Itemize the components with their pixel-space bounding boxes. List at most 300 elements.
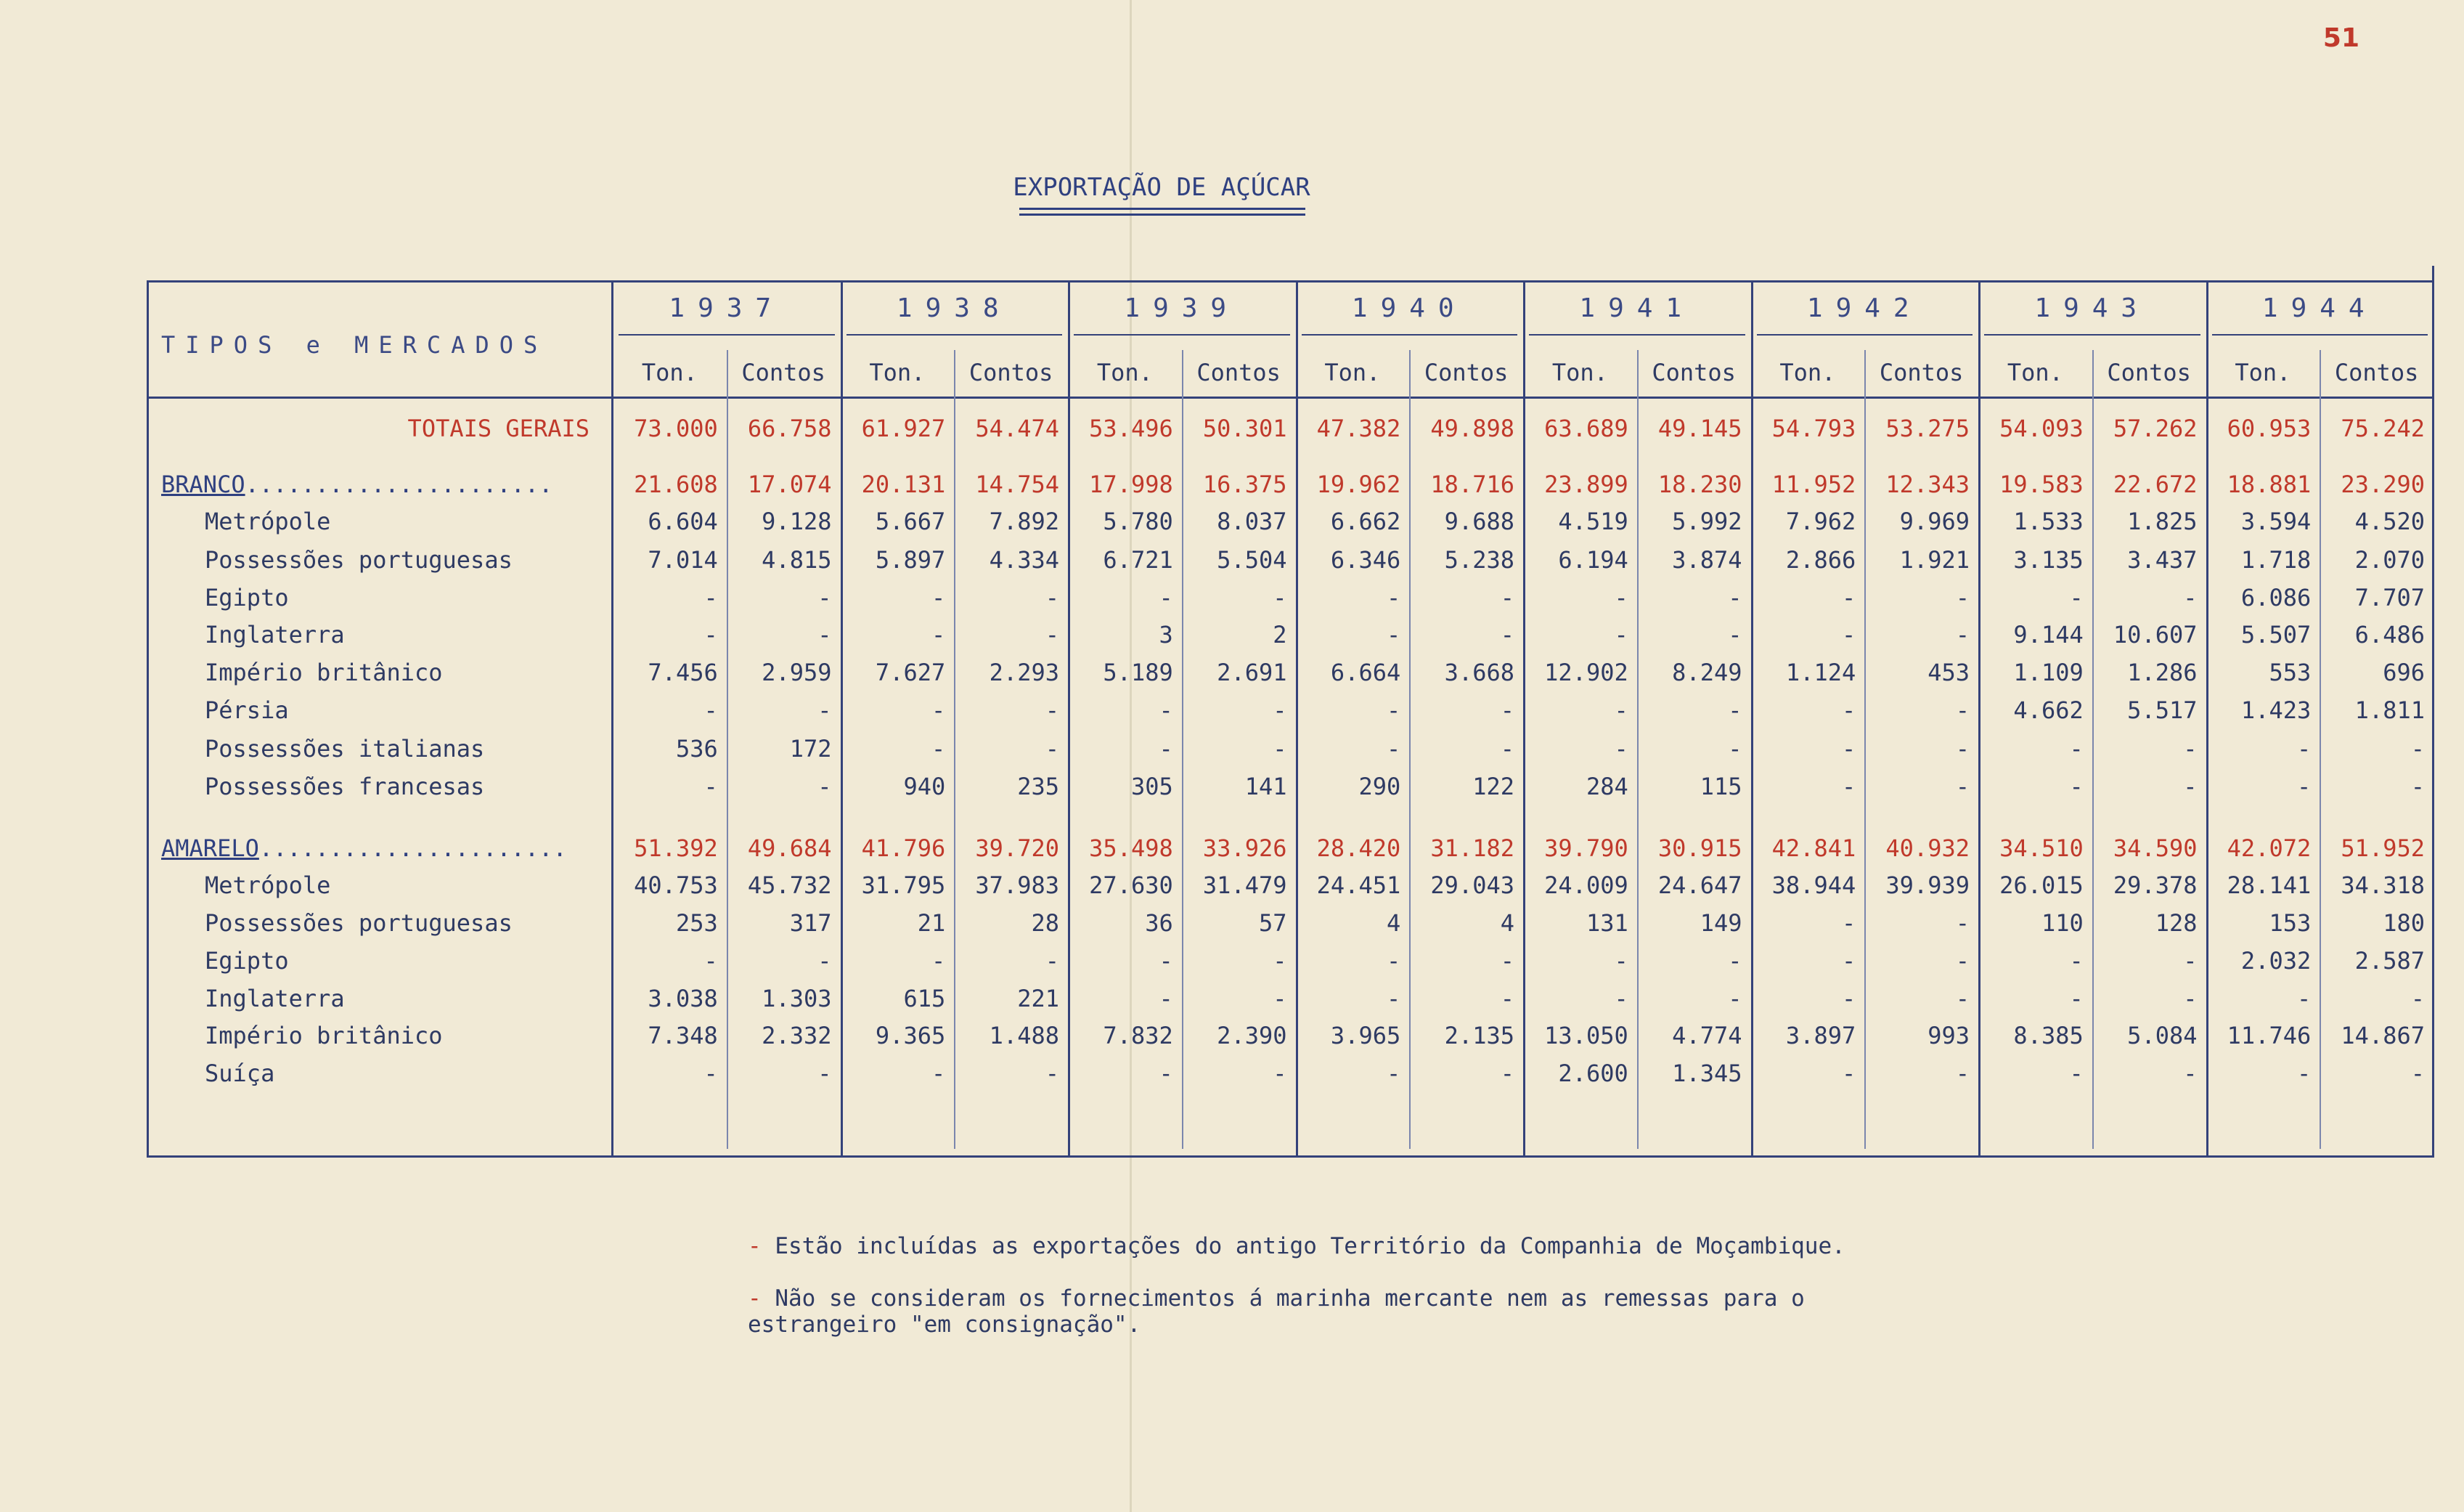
row-label-market: Império britânico (205, 1022, 443, 1049)
contos-value: - (1500, 696, 1514, 724)
contos-value: - (1273, 947, 1287, 975)
year-header-rule (847, 334, 1063, 336)
ton-value: - (1841, 909, 1856, 937)
contos-value: 1.825 (2127, 508, 2198, 535)
ton-value: - (1841, 947, 1856, 975)
contos-value: 1.345 (1672, 1060, 1742, 1087)
ton-value: 553 (2269, 659, 2312, 686)
sugar-export-table (147, 280, 2434, 1159)
ton-value: - (1841, 696, 1856, 724)
ton-value: 2.032 (2240, 947, 2312, 975)
ton-value: 3.965 (1330, 1022, 1401, 1049)
ton-value: - (1386, 947, 1401, 975)
contos-value: 1.488 (989, 1022, 1059, 1049)
contos-value: - (1500, 947, 1514, 975)
ton-value: 3.038 (648, 985, 718, 1012)
ton-value: 8.385 (2013, 1022, 2084, 1049)
ton-value: 12.902 (1544, 659, 1628, 686)
ton-value: 7.348 (648, 1022, 718, 1049)
sub-column-rule (1637, 350, 1639, 1149)
dot-leader: ...................... (258, 834, 567, 862)
page-number: 51 (2322, 23, 2359, 53)
title-double-underline (1019, 214, 1305, 216)
title-underline (1019, 208, 1305, 210)
ton-value: - (1841, 584, 1856, 611)
sub-column-rule (1409, 350, 1411, 1149)
ton-value: 2.866 (1785, 546, 1856, 574)
ton-value: 20.131 (861, 471, 946, 498)
contos-value: 141 (1244, 773, 1287, 800)
ton-value: 21.608 (634, 471, 718, 498)
contos-value: - (2183, 985, 2198, 1012)
contos-value: - (1045, 735, 1059, 763)
ton-value: - (1386, 621, 1401, 649)
contos-value: - (1500, 584, 1514, 611)
contos-value: 37.983 (975, 871, 1059, 899)
ton-value: 24.009 (1544, 871, 1628, 899)
year-header: 1943 (2034, 293, 2150, 323)
contos-value: 4.334 (989, 546, 1059, 574)
contos-value: 993 (1927, 1022, 1970, 1049)
contos-value: 54.474 (975, 415, 1059, 442)
section-name: AMARELO (161, 834, 259, 862)
contos-value: - (1500, 621, 1514, 649)
ton-value: 615 (903, 985, 946, 1012)
contos-value: - (1728, 947, 1742, 975)
contos-value: 8.037 (1217, 508, 1287, 535)
contos-value: - (1955, 621, 1970, 649)
ton-value: 26.015 (1999, 871, 2084, 899)
row-label-market: Egipto (205, 584, 289, 611)
year-header: 1938 (896, 293, 1012, 323)
sub-column-rule (2092, 350, 2094, 1149)
dot-leader: ...................... (245, 471, 553, 498)
table-row (147, 410, 2434, 447)
year-header: 1937 (669, 293, 785, 323)
row-label-market: Possessões portuguesas (205, 546, 513, 574)
ton-value: 5.780 (1103, 508, 1173, 535)
table-row (147, 866, 2434, 904)
contos-value: 50.301 (1202, 415, 1287, 442)
ton-value: - (1614, 985, 1628, 1012)
contos-value: 8.249 (1672, 659, 1742, 686)
ton-value: 9.144 (2013, 621, 2084, 649)
row-label-section (161, 466, 611, 503)
contos-value: 696 (2383, 659, 2425, 686)
row-label-market: Possessões italianas (205, 735, 485, 763)
contos-value: 115 (1700, 773, 1742, 800)
contos-value: 34.590 (2113, 834, 2198, 862)
contos-value: 3.874 (1672, 546, 1742, 574)
ton-value: 40.753 (634, 871, 718, 899)
year-header-rule (1984, 334, 2200, 336)
sub-column-rule (1182, 350, 1183, 1149)
footnote (748, 1233, 1845, 1259)
contos-value: 4.774 (1672, 1022, 1742, 1049)
contos-value: 31.182 (1430, 834, 1514, 862)
contos-column-header: Contos (2107, 359, 2191, 386)
table-row (147, 829, 2434, 867)
ton-value: 35.498 (1089, 834, 1173, 862)
row-label-market: Inglaterra (205, 985, 345, 1012)
table-row (147, 942, 2434, 980)
contos-value: 28 (1031, 909, 1059, 937)
contos-value: 4.815 (762, 546, 832, 574)
contos-value: 172 (789, 735, 832, 763)
contos-value: - (1728, 621, 1742, 649)
ton-value: - (1614, 696, 1628, 724)
row-label-market: Pérsia (205, 696, 289, 724)
contos-value: - (1273, 584, 1287, 611)
contos-value: 128 (2155, 909, 2198, 937)
footnote (748, 1285, 1805, 1338)
ton-value: 31.795 (861, 871, 946, 899)
ton-value: 51.392 (634, 834, 718, 862)
contos-value: - (1955, 909, 1970, 937)
contos-value: 122 (1472, 773, 1514, 800)
row-label-market: Império britânico (205, 659, 443, 686)
year-header-rule (1074, 334, 1290, 336)
ton-value: 47.382 (1316, 415, 1401, 442)
contos-value: 5.504 (1217, 546, 1287, 574)
contos-value: 29.043 (1430, 871, 1514, 899)
ton-value: 28.141 (2227, 871, 2312, 899)
ton-value: 54.793 (1771, 415, 1856, 442)
table-row (147, 541, 2434, 579)
ton-value: 1.718 (2240, 546, 2312, 574)
contos-value: 18.230 (1657, 471, 1742, 498)
ton-column-header: Ton. (1324, 359, 1381, 386)
contos-value: 14.754 (975, 471, 1059, 498)
row-label-market: Metrópole (205, 871, 331, 899)
contos-value: - (1273, 985, 1287, 1012)
contos-value: - (1955, 584, 1970, 611)
contos-value: 3.668 (1444, 659, 1514, 686)
year-header: 1944 (2261, 293, 2378, 323)
contos-value: 1.286 (2127, 659, 2198, 686)
contos-value: 2.959 (762, 659, 832, 686)
ton-value: 28.420 (1316, 834, 1401, 862)
sub-column-rule (727, 350, 728, 1149)
contos-value: 1.811 (2354, 696, 2425, 724)
contos-value: 14.867 (2341, 1022, 2425, 1049)
year-column-rule (841, 280, 843, 1158)
year-column-rule (1978, 280, 1980, 1158)
contos-value: - (2183, 1060, 2198, 1087)
ton-value: 42.072 (2227, 834, 2312, 862)
row-label-total: TOTAIS GERAIS (407, 415, 590, 442)
contos-value: - (817, 1060, 832, 1087)
ton-value: - (931, 1060, 946, 1087)
sub-column-rule (954, 350, 955, 1149)
footnote-text: Estão incluídas as exportações do antigo Território da Companhia de Moçambique. (775, 1233, 1845, 1259)
ton-value: - (703, 584, 718, 611)
ton-value: - (703, 696, 718, 724)
ton-value: - (1614, 584, 1628, 611)
row-label-market: Possessões portuguesas (205, 909, 513, 937)
ton-value: 1.423 (2240, 696, 2312, 724)
ton-value: 19.962 (1316, 471, 1401, 498)
table-row (147, 616, 2434, 654)
year-column-rule (2206, 280, 2208, 1158)
contos-value: 51.952 (2341, 834, 2425, 862)
table-bottom-rule (147, 1155, 2434, 1158)
page-title: EXPORTAÇÃO DE AÇÚCAR (1013, 173, 1310, 202)
contos-value: 235 (1017, 773, 1059, 800)
contos-value: - (1728, 735, 1742, 763)
contos-column-header: Contos (1652, 359, 1736, 386)
ton-value: 940 (903, 773, 946, 800)
ton-value: 3.594 (2240, 508, 2312, 535)
ton-value: - (931, 696, 946, 724)
ton-value: - (703, 947, 718, 975)
table-row (147, 466, 2434, 503)
ton-value: - (1841, 985, 1856, 1012)
contos-value: - (817, 621, 832, 649)
contos-value: 317 (789, 909, 832, 937)
ton-value: - (1614, 947, 1628, 975)
ton-value: 5.507 (2240, 621, 2312, 649)
contos-value: 39.939 (1885, 871, 1970, 899)
ton-value: 6.664 (1330, 659, 1401, 686)
ton-value: 11.952 (1771, 471, 1856, 498)
contos-value: 180 (2383, 909, 2425, 937)
contos-value: - (1728, 985, 1742, 1012)
ton-value: 53.496 (1089, 415, 1173, 442)
contos-value: - (1045, 947, 1059, 975)
contos-value: 2.135 (1444, 1022, 1514, 1049)
contos-value: 5.238 (1444, 546, 1514, 574)
contos-value: - (1728, 584, 1742, 611)
ton-value: - (1614, 621, 1628, 649)
contos-value: 40.932 (1885, 834, 1970, 862)
ton-value: - (1386, 1060, 1401, 1087)
ton-value: 4 (1386, 909, 1401, 937)
ton-value: 61.927 (861, 415, 946, 442)
ton-value: - (1386, 696, 1401, 724)
ton-value: 284 (1586, 773, 1628, 800)
ton-value: 5.897 (875, 546, 946, 574)
year-header-rule (619, 334, 835, 336)
year-header: 1940 (1351, 293, 1467, 323)
contos-value: 30.915 (1657, 834, 1742, 862)
ton-value: 23.899 (1544, 471, 1628, 498)
contos-value: 2.390 (1217, 1022, 1287, 1049)
ton-value: - (1386, 985, 1401, 1012)
year-header-rule (1757, 334, 1973, 336)
ton-value: 13.050 (1544, 1022, 1628, 1049)
contos-value: - (2410, 773, 2425, 800)
ton-value: 17.998 (1089, 471, 1173, 498)
contos-column-header: Contos (2334, 359, 2419, 386)
table-row (147, 691, 2434, 729)
contos-value: 34.318 (2341, 871, 2425, 899)
contos-column-header: Contos (1196, 359, 1281, 386)
ton-value: - (703, 1060, 718, 1087)
ton-value: 11.746 (2227, 1022, 2312, 1049)
ton-value: 6.604 (648, 508, 718, 535)
contos-value: 22.672 (2113, 471, 2198, 498)
contos-value: - (2410, 985, 2425, 1012)
ton-column-header: Ton. (869, 359, 926, 386)
contos-value: 9.969 (1899, 508, 1970, 535)
table-row (147, 579, 2434, 617)
ton-value: 6.086 (2240, 584, 2312, 611)
contos-value: 5.992 (1672, 508, 1742, 535)
row-label-market: Metrópole (205, 508, 331, 535)
ton-value: - (1159, 735, 1173, 763)
ton-value: 1.109 (2013, 659, 2084, 686)
contos-value: - (1045, 621, 1059, 649)
ton-value: - (703, 773, 718, 800)
contos-value: 1.303 (762, 985, 832, 1012)
ton-value: 6.346 (1330, 546, 1401, 574)
ton-value: - (2296, 1060, 2312, 1087)
contos-value: - (1500, 985, 1514, 1012)
contos-value: 3.437 (2127, 546, 2198, 574)
contos-value: - (1955, 696, 1970, 724)
table-header-rule (147, 397, 2434, 399)
ton-value: 536 (675, 735, 718, 763)
ton-value: 39.790 (1544, 834, 1628, 862)
contos-value: - (2183, 947, 2198, 975)
ton-column-header: Ton. (1779, 359, 1836, 386)
contos-value: 33.926 (1202, 834, 1287, 862)
contos-value: 4 (1500, 909, 1514, 937)
ton-value: - (2296, 735, 2312, 763)
contos-value: - (1273, 735, 1287, 763)
ton-value: - (1841, 735, 1856, 763)
contos-value: - (2183, 584, 2198, 611)
ton-value: 24.451 (1316, 871, 1401, 899)
row-label-market: Suíça (205, 1060, 275, 1087)
ton-value: 5.189 (1103, 659, 1173, 686)
year-column-rule (1068, 280, 1070, 1158)
contos-value: - (817, 696, 832, 724)
contos-value: 221 (1017, 985, 1059, 1012)
ton-value: 27.630 (1089, 871, 1173, 899)
ton-value: 36 (1145, 909, 1173, 937)
ton-value: - (1159, 947, 1173, 975)
ton-value: - (2069, 947, 2084, 975)
contos-value: 12.343 (1885, 471, 1970, 498)
ton-column-header: Ton. (2235, 359, 2291, 386)
ton-value: 18.881 (2227, 471, 2312, 498)
ton-value: - (1841, 621, 1856, 649)
ton-value: - (931, 735, 946, 763)
ton-value: 110 (2041, 909, 2084, 937)
contos-value: 7.892 (989, 508, 1059, 535)
row-label-market: Inglaterra (205, 621, 345, 649)
ton-value: - (2069, 584, 2084, 611)
contos-value: - (1500, 1060, 1514, 1087)
ton-value: 305 (1130, 773, 1173, 800)
footnote-text: Não se consideram os fornecimentos á marinha mercante nem as remessas para o estrangeiro "em consignação". (748, 1285, 1805, 1338)
ton-value: 21 (917, 909, 946, 937)
contos-value: 7.707 (2354, 584, 2425, 611)
contos-value: - (1045, 584, 1059, 611)
year-header-rule (2212, 334, 2428, 336)
contos-value: 75.242 (2341, 415, 2425, 442)
ton-value: 6.194 (1558, 546, 1628, 574)
ton-value: 7.832 (1103, 1022, 1173, 1049)
sub-column-rule (2320, 350, 2321, 1149)
table-top-rule (147, 280, 2434, 283)
contos-value: 31.479 (1202, 871, 1287, 899)
contos-value: 16.375 (1202, 471, 1287, 498)
contos-value: 18.716 (1430, 471, 1514, 498)
sub-column-rule (1864, 350, 1866, 1149)
table-row (147, 768, 2434, 805)
contos-value: 1.921 (1899, 546, 1970, 574)
ton-value: 42.841 (1771, 834, 1856, 862)
contos-column-header: Contos (1424, 359, 1509, 386)
contos-value: 9.128 (762, 508, 832, 535)
contos-value: - (1728, 696, 1742, 724)
ton-value: 6.721 (1103, 546, 1173, 574)
ton-value: 7.627 (875, 659, 946, 686)
ton-value: - (2296, 985, 2312, 1012)
ton-column-header: Ton. (2007, 359, 2063, 386)
row-label-section (161, 829, 611, 867)
table-row (147, 1017, 2434, 1054)
ton-value: - (1841, 773, 1856, 800)
ton-value: 1.124 (1785, 659, 1856, 686)
ton-column-header: Ton. (1096, 359, 1153, 386)
ton-value: 1.533 (2013, 508, 2084, 535)
ton-value: - (2069, 1060, 2084, 1087)
contos-value: - (1273, 1060, 1287, 1087)
contos-value: - (1955, 1060, 1970, 1087)
contos-value: - (1045, 696, 1059, 724)
ton-value: - (931, 584, 946, 611)
contos-value: 2.293 (989, 659, 1059, 686)
ton-value: 7.014 (648, 546, 718, 574)
ton-value: - (703, 621, 718, 649)
year-column-rule (1751, 280, 1753, 1158)
year-header-rule (1302, 334, 1518, 336)
contos-value: - (2183, 773, 2198, 800)
contos-value: - (2410, 1060, 2425, 1087)
contos-value: 5.084 (2127, 1022, 2198, 1049)
contos-value: 6.486 (2354, 621, 2425, 649)
contos-value: - (817, 584, 832, 611)
ton-value: 9.365 (875, 1022, 946, 1049)
ton-value: 6.662 (1330, 508, 1401, 535)
contos-value: - (817, 773, 832, 800)
ton-column-header: Ton. (641, 359, 698, 386)
year-header: 1941 (1579, 293, 1695, 323)
ton-value: - (1614, 735, 1628, 763)
contos-value: - (2410, 735, 2425, 763)
footnote-dash: - (748, 1233, 762, 1259)
contos-value: 49.145 (1657, 415, 1742, 442)
ton-value: 290 (1358, 773, 1401, 800)
ton-value: 38.944 (1771, 871, 1856, 899)
ton-value: - (1841, 1060, 1856, 1087)
ton-value: - (1386, 584, 1401, 611)
contos-value: 2.070 (2354, 546, 2425, 574)
contos-value: 453 (1927, 659, 1970, 686)
ton-value: 54.093 (1999, 415, 2084, 442)
contos-value: 49.898 (1430, 415, 1514, 442)
ton-value: - (1159, 584, 1173, 611)
ton-value: - (1159, 696, 1173, 724)
ton-value: - (1386, 735, 1401, 763)
contos-column-header: Contos (1879, 359, 1964, 386)
table-row (147, 904, 2434, 942)
contos-value: 53.275 (1885, 415, 1970, 442)
